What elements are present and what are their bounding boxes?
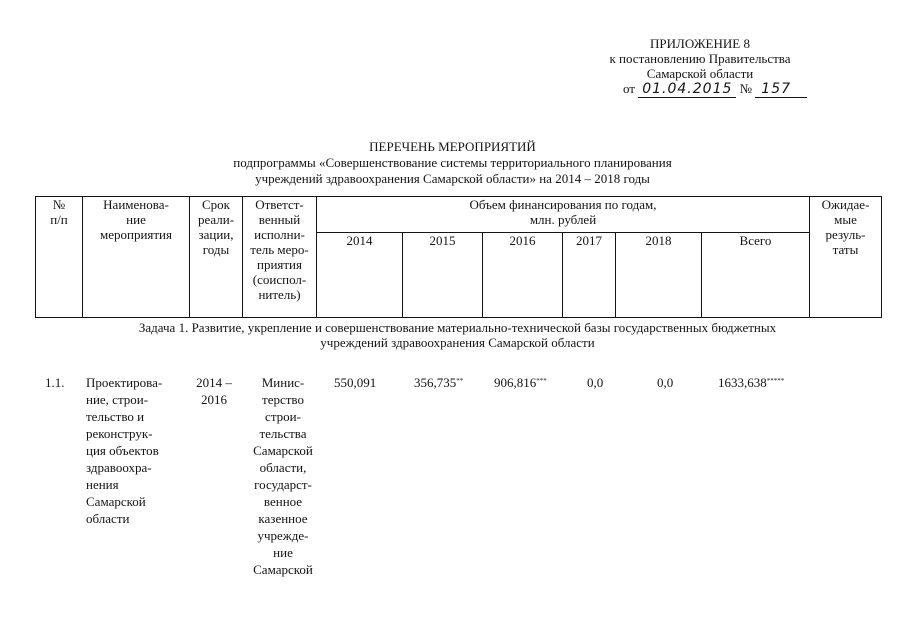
- row-value-2015: 356,735**: [414, 375, 464, 390]
- footnote-mark: **: [456, 377, 464, 385]
- document-subtitle-line2: учреждений здравоохранения Самарской области» на 2014 – 2018 годы: [255, 171, 650, 186]
- header-year-2017: 2017: [563, 233, 616, 318]
- header-funding: Объем финансирования по годам, млн. рублей: [317, 197, 810, 233]
- task-line2: учреждений здравоохранения Самарской области: [320, 335, 595, 350]
- header-total: Всего: [702, 233, 810, 318]
- header-year-2018: 2018: [616, 233, 702, 318]
- header-year-2014: 2014: [317, 233, 403, 318]
- appendix-label: ПРИЛОЖЕНИЕ 8: [650, 36, 750, 51]
- header-responsible: Ответст- венный исполни- тель меро- приятия (соиспол- нитель): [243, 197, 317, 318]
- footnote-mark: ***: [536, 377, 547, 385]
- row-value-2016: 906,816***: [494, 375, 547, 390]
- document-title: ПЕРЕЧЕНЬ МЕРОПРИЯТИЙ: [369, 139, 536, 154]
- header-name: Наименова- ние мероприятия: [83, 197, 190, 318]
- row-value-2017: 0,0: [587, 375, 604, 390]
- handwritten-number: 157: [755, 81, 807, 98]
- handwritten-date: 01.04.2015: [638, 81, 736, 98]
- header-term: Срок реали- зации, годы: [190, 197, 243, 318]
- header-year-2016: 2016: [483, 233, 563, 318]
- row-term: 2014 – 2016: [196, 375, 232, 407]
- row-value-total: 1633,638*****: [718, 375, 785, 390]
- row-name: Проектирова- ние, строи- тельство и реконструк- ция объектов здравоохра- нения Самарской области: [86, 375, 163, 526]
- row-value-2018: 0,0: [657, 375, 674, 390]
- region-label: Самарской области: [646, 66, 754, 81]
- footnote-mark: *****: [766, 377, 785, 385]
- document-subtitle-line1: подпрограммы «Совершенствование системы территориального планирования: [233, 155, 672, 170]
- task-line1: Задача 1. Развитие, укрепление и совершенствование материально-технической базы государственных бюджетных: [138, 320, 777, 335]
- date-prefix: от: [622, 81, 635, 96]
- resolution-label: к постановлению Правительства: [609, 51, 791, 66]
- header-number: № п/п: [36, 197, 83, 318]
- row-responsible: Минис- терство строи- тельства Самарской области, государст- венное казенное учрежде- ние Самарской: [253, 375, 313, 577]
- number-label: №: [739, 81, 753, 96]
- date-number-line: [590, 81, 840, 97]
- row-value-2014: 550,091: [334, 375, 377, 390]
- row-number: 1.1.: [45, 375, 65, 390]
- task-heading: [35, 320, 880, 350]
- approval-block: [560, 36, 840, 97]
- header-year-2015: 2015: [403, 233, 483, 318]
- measures-table-header: [35, 196, 882, 318]
- header-results: Ожидае- мые резуль- таты: [810, 197, 882, 318]
